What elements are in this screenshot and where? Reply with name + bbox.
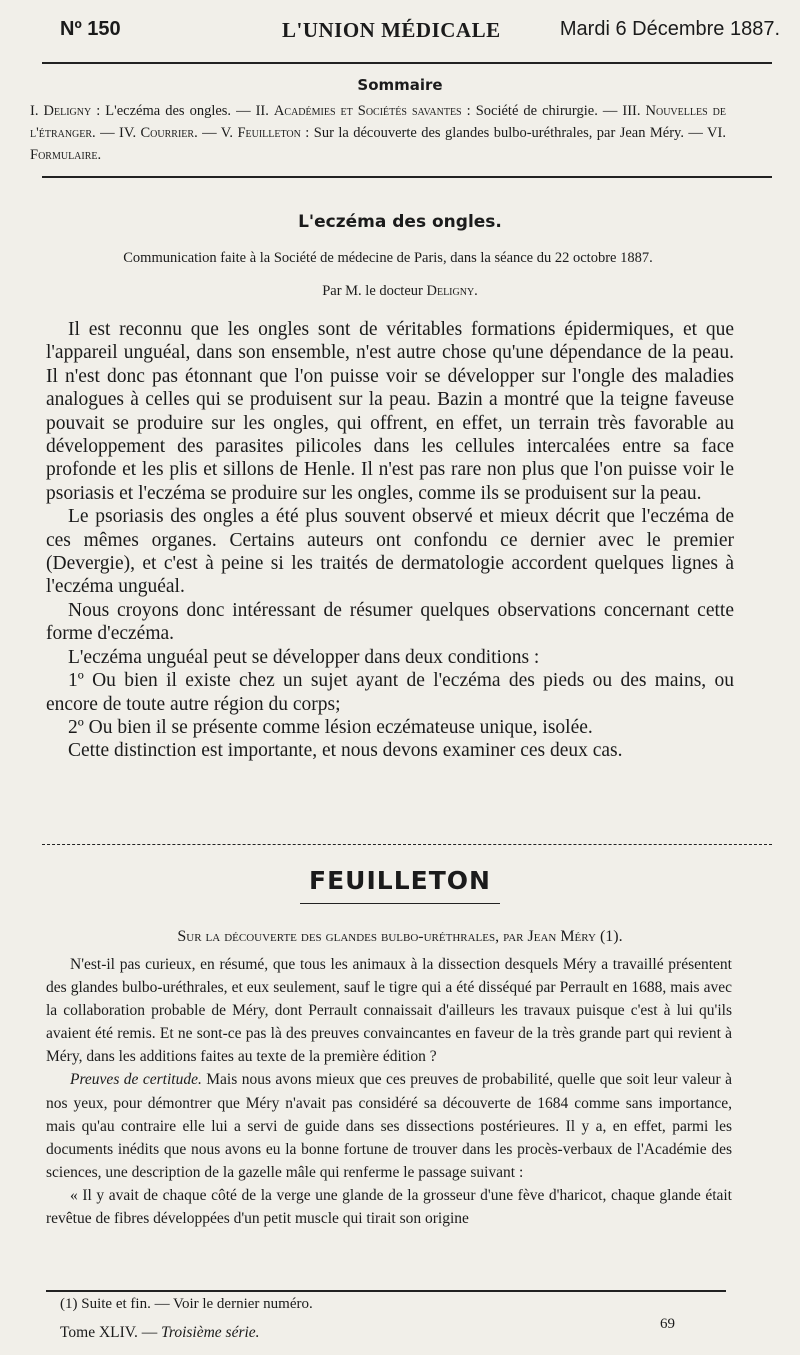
article-paragraph: 2º Ou bien il se présente comme lésion eczémateuse unique, isolée. (68, 716, 593, 738)
feuilleton-heading: FEUILLETON (309, 866, 491, 895)
journal-title: L'UNION MÉDICALE (282, 18, 501, 42)
issue-number: Nº 150 (60, 18, 121, 40)
sommaire-iii-text: — IV. (95, 125, 141, 141)
article-title: L'eczéma des ongles. (298, 212, 502, 232)
sommaire-i-author: Deligny (43, 103, 92, 119)
sommaire-i-text: : L'eczéma des ongles. — II. (91, 103, 274, 119)
article-body (46, 318, 734, 763)
sommaire-v-text: : Sur la découverte des glandes bulbo-uréthrales, par Jean Méry. — VI. (300, 125, 726, 141)
sommaire-i-label: I. (30, 103, 39, 119)
feuilleton-paragraph: N'est-il pas curieux, en résumé, que tous les animaux à la dissection desquels Méry a travaillé présentent des glandes bulbo-uréthrales, et eux seulement, sauf le tigre qui a été disséqué par Perrault en 1688, mais avec la collaboration probable de Méry, dont Perrault connaissait d'ailleurs les travaux puisque c'est à lui qu'ils avaient été remis. Et ne sont-ce pas là des preuves convaincantes en faveur de la très grande part qui revient à Méry, dans les additions faites au texte de la première édition ? (46, 956, 732, 1066)
article-paragraph: Le psoriasis des ongles a été plus souvent observé et mieux décrit que l'eczéma de ces mêmes organes. Certains auteurs ont confondu ce dernier avec le premier (Devergie), et c'est à peine si les traités de dermatologie accordent quelques lignes à l'eczéma unguéal. (46, 506, 734, 598)
feuilleton-body (46, 953, 732, 1230)
sommaire-v-label: Feuilleton (237, 125, 301, 141)
feuilleton-paragraph: « Il y avait de chaque côté de la verge une glande de la grosseur d'une fève d'haricot, chaque glande était revêtue de fibres développées d'un petit muscle qui tirait son origine (46, 1186, 732, 1228)
sommaire-iv-text: — V. (197, 125, 238, 141)
page-number: 69 (660, 1316, 675, 1332)
issue-date: Mardi 6 Décembre 1887. (559, 18, 780, 40)
sommaire-text (30, 100, 726, 166)
sommaire-ii-label: Académies et Sociétés savantes (273, 103, 462, 119)
feuilleton-paragraph (46, 1068, 732, 1183)
tome-line: Tome XLIV. — Troisième série. (60, 1324, 260, 1341)
author-prefix: Par M. le docteur (322, 283, 427, 299)
series-label: Troisième série. (161, 1324, 260, 1341)
footnote: (1) Suite et fin. — Voir le dernier numéro. (60, 1296, 313, 1312)
article-paragraph: Cette distinction est importante, et nous devons examiner ces deux cas. (68, 740, 623, 762)
feuilleton-paragraph-rest: Mais nous avons mieux que ces preuves de probabilité, quelle que soit leur valeur à nos yeux, pour démontrer que Méry n'avait pas considéré sa découverte de 1684 comme sans importance, mais qu'au contraire elle lui a servi de guide dans ses dissections postérieures. Il y a, en effet, parmi les documents inédits que nous avons eu la bonne fortune de trouver dans les procès-verbaux de l'Académie des sciences, une description de la gazelle mâle qui renferme le passage suivant : (46, 1071, 732, 1181)
article-author (0, 283, 800, 300)
sommaire-iv-label: Courrier. (140, 125, 198, 141)
feuilleton-italic-lead: Preuves de certitude. (70, 1071, 202, 1089)
article-paragraph: 1º Ou bien il existe chez un sujet ayant de l'eczéma des pieds ou des mains, ou encore de toute autre région du corps; (46, 670, 734, 715)
communication-line: Communication faite à la Société de médecine de Paris, dans la séance du 22 octobre 1887. (123, 250, 653, 266)
feuilleton-separator (42, 844, 772, 845)
article-paragraph: Nous croyons donc intéressant de résumer quelques observations concernant cette forme d'eczéma. (46, 599, 734, 645)
feuilleton-title-prefix: Sur la découverte des glandes bulbo-uréthrales, (177, 928, 500, 945)
sommaire-vi-label: Formulaire. (30, 147, 102, 163)
article-paragraph: Il est reconnu que les ongles sont de véritables formations épidermiques, et que l'appareil unguéal, dans son ensemble, n'est autre chose qu'une dépendance de la peau. Il n'est donc pas étonnant que l'on puisse voir se développer sur l'ongle des maladies analogues à celles qui se produisent sur la peau. Bazin a montré que la teigne faveuse pouvait se produire sur les ongles, qui offrent, en effet, un terrain très favorable au développement des parasites pilicoles dans les cellules intercalées entre sa face profonde et les plis et sillons de Henle. Il n'est pas rare non plus que l'on puisse voir le psoriasis et l'eczéma se produire sur les ongles, comme ils se produisent sur la peau. (46, 319, 734, 504)
sommaire-title: Sommaire (357, 76, 443, 94)
page-header (60, 18, 780, 50)
feuilleton-underline (300, 903, 500, 904)
sommaire-rule (42, 176, 772, 178)
tome-label: Tome XLIV. (60, 1324, 138, 1341)
footnote-rule (46, 1290, 726, 1292)
article-paragraph: L'eczéma unguéal peut se développer dans deux conditions : (68, 646, 540, 668)
feuilleton-title-author: par Jean Méry (1). (499, 928, 623, 945)
header-rule (42, 62, 772, 64)
feuilleton-title (0, 928, 800, 946)
sommaire-iii-label: Nouvelles de l'étranger. (30, 103, 727, 141)
sommaire-ii-text: : Société de chirurgie. — III. (461, 103, 646, 119)
author-name: Deligny. (426, 283, 478, 299)
